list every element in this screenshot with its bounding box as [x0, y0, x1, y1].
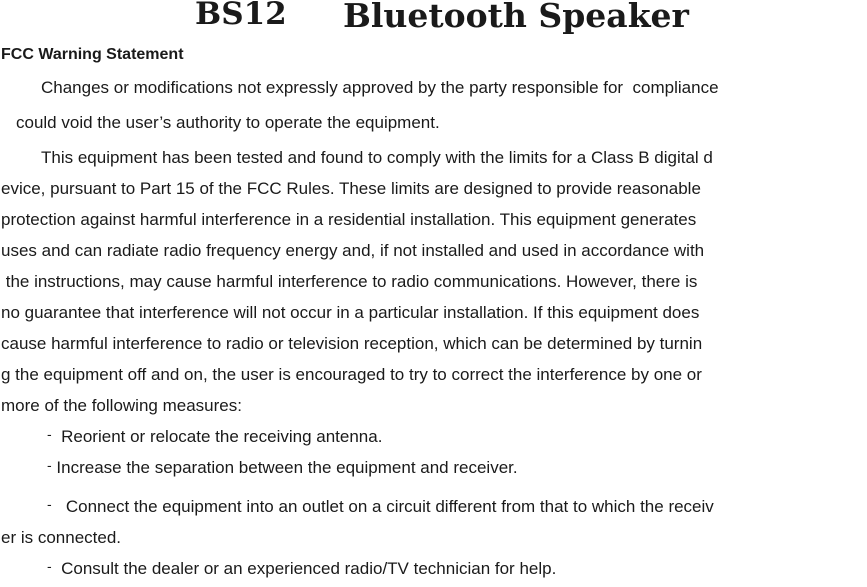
- bullet-dash: -: [47, 558, 52, 574]
- bullet-dash: -: [47, 496, 52, 512]
- measure-item: [47, 559, 556, 579]
- paragraph-line: evice, pursuant to Part 15 of the FCC Rules. These limits are designed to provide reasonable: [1, 179, 701, 198]
- paragraph-line: Changes or modifications not expressly approved by the party responsible for compliance: [41, 78, 719, 97]
- paragraph-line: the instructions, may cause harmful interference to radio communications. However, there is: [1, 272, 698, 291]
- model-number: BS12: [195, 0, 287, 32]
- measure-text: Consult the dealer or an experienced radio/TV technician for help.: [61, 559, 557, 578]
- paragraph-line: could void the user’s authority to operate the equipment.: [16, 113, 440, 132]
- measure-text: Connect the equipment into an outlet on a circuit different from that to which the receiv: [65, 497, 714, 516]
- statement-heading: FCC Warning Statement: [1, 46, 184, 63]
- paragraph-line: uses and can radiate radio frequency energy and, if not installed and used in accordance with: [1, 241, 705, 260]
- paragraph-line: g the equipment off and on, the user is encouraged to try to correct the interference by one or: [1, 365, 702, 384]
- paragraph-line: no guarantee that interference will not occur in a particular installation. If this equipment does: [1, 303, 700, 322]
- measure-text: Reorient or relocate the receiving antenna.: [61, 427, 383, 446]
- paragraph-line: This equipment has been tested and found to comply with the limits for a Class B digital d: [41, 148, 713, 167]
- measure-continuation: er is connected.: [1, 528, 122, 547]
- measure-item: [47, 458, 518, 478]
- bullet-dash: -: [47, 457, 52, 473]
- measure-item: [47, 427, 382, 447]
- paragraph-line: protection against harmful interference in a residential installation. This equipment generates: [1, 210, 697, 229]
- product-title: Bluetooth Speaker: [343, 0, 689, 35]
- paragraph-line: more of the following measures:: [1, 396, 242, 415]
- paragraph-line: cause harmful interference to radio or television reception, which can be determined by turnin: [1, 334, 703, 353]
- bullet-dash: -: [47, 426, 52, 442]
- measure-item: [47, 497, 714, 517]
- measure-text: Increase the separation between the equipment and receiver.: [56, 458, 518, 477]
